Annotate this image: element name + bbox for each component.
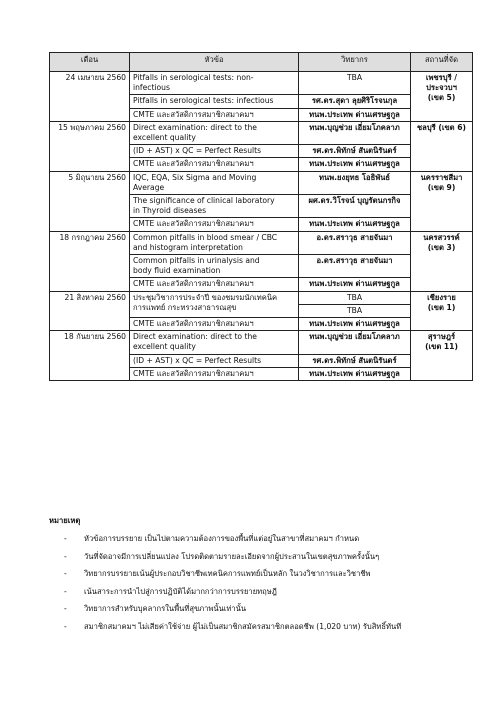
speaker-cell: ทนพ.ประเทพ ด่านเศรษฐกูล [299,318,411,331]
topic-cell: Direct examination: direct to the excellent quality [130,121,299,144]
topic-cell: Pitfalls in serological tests: infectious [130,95,299,108]
list-item: - เน้นสาระการนำไปสู่การปฏิบัติได้มากกว่าการบรรยายทฤษฎี [64,586,277,596]
bullet-dash: - [64,604,67,614]
speaker-cell: ทนพ.ยงยุทธ โอธิพันธ์ [299,171,411,194]
notes-section [49,516,479,640]
speaker-cell: ทนพ.ประเทพ ด่านเศรษฐกูล [299,367,411,380]
speaker-cell: อ.ดร.สราวุธ สายจันมา [299,231,411,254]
topic-cell: Common pitfalls in blood smear / CBC and histogram interpretation [130,231,299,254]
list-item: - หัวข้อการบรรยาย เป็นไปตามความต้องการของพื้นที่แต่อยู่ในสาขาที่สมาคมฯ กำหนด [64,534,360,543]
speaker-cell: ทนพ.ประเทพ ด่านเศรษฐกูล [299,218,411,231]
bullet-dash: - [64,621,67,631]
table-row [50,121,473,144]
topic-cell: (ID + AST) x QC = Perfect Results [130,354,299,367]
list-item: - วันที่จัดอาจมีการเปลี่ยนแปลง โปรดติดตามรายละเอียดจากผู้ประสานในเขตสุขภาพครั้งนั้นๆ [64,551,380,561]
speaker-cell: ผศ.ดร.วิโรจน์ บุญรัตนกรกิจ [299,195,411,218]
speaker-cell: TBA [299,291,411,304]
bullet-dash: - [64,586,67,596]
speaker-cell: ทนพ.ประเทพ ด่านเศรษฐกูล [299,108,411,121]
month-cell: 18 กันยายน 2560 [50,331,130,381]
list-item: - สมาชิกสมาคมฯ ไม่เสียค่าใช้จ่าย ผู้ไม่เป็นสมาชิกสมัครสมาชิกตลอดชีพ (1,020 บาท) รับสิทธิ์ทันที [64,621,402,631]
topic-cell: IQC, EQA, Six Sigma and Moving Average [130,171,299,194]
table-row [50,171,473,194]
month-cell: 18 กรกฎาคม 2560 [50,231,130,291]
header-month: เดือน [50,53,130,72]
topic-cell: Pitfalls in serological tests: non- infectious [130,72,299,95]
month-cell: 24 เมษายน 2560 [50,72,130,122]
topic-cell: (ID + AST) x QC = Perfect Results [130,145,299,158]
table-row [50,72,473,95]
topic-cell: CMTE และสวัสดิการสมาชิกสมาคมฯ [130,158,299,171]
topic-cell: The significance of clinical laboratory in Thyroid diseases [130,195,299,218]
topic-cell: CMTE และสวัสดิการสมาชิกสมาคมฯ [130,318,299,331]
speaker-cell: TBA [299,72,411,95]
topic-cell: Common pitfalls in urinalysis and body fluid examination [130,255,299,278]
speaker-cell: ทนพ.บุญช่วย เอี่ยมโภคลาภ [299,121,411,144]
topic-cell: CMTE และสวัสดิการสมาชิกสมาคมฯ [130,108,299,121]
table-header-row [50,53,473,72]
bullet-dash: - [64,534,67,543]
speaker-cell: ทนพ.ประเทพ ด่านเศรษฐกูล [299,158,411,171]
venue-cell: ชลบุรี (เขต 6) [411,121,473,171]
header-topic: หัวข้อ [130,53,299,72]
speaker-cell: ทนพ.บุญช่วย เอี่ยมโภคลาภ [299,331,411,354]
venue-cell: นครสวรรค์ (เขต 3) [411,231,473,291]
header-venue: สถานที่จัด [411,53,473,72]
venue-cell: นครราชสีมา (เขต 9) [411,171,473,231]
notes-list [49,534,479,632]
topic-cell: ประชุมวิชาการประจำปี ของชมรมนักเทคนิค การแพทย์ กระทรวงสาธารณสุข [130,291,299,317]
bullet-dash: - [64,551,67,561]
list-item: - วิทยาการสำหรับบุคลากรในพื้นที่สุขภาพนั้นเท่านั้น [64,604,247,614]
topic-cell: CMTE และสวัสดิการสมาชิกสมาคมฯ [130,278,299,291]
speaker-cell: รศ.ดร.พิทักษ์ สันตนิรันดร์ [299,145,411,158]
speaker-cell: TBA [299,304,411,317]
schedule-table [49,52,473,381]
table-row [50,291,473,304]
speaker-cell: รศ.ดร.พิทักษ์ สันตนิรันดร์ [299,354,411,367]
topic-cell: Direct examination: direct to the excellent quality [130,331,299,354]
month-cell: 21 สิงหาคม 2560 [50,291,130,331]
header-speaker: วิทยากร [299,53,411,72]
speaker-cell: อ.ดร.สราวุธ สายจันมา [299,255,411,278]
table-row [50,331,473,354]
topic-cell: CMTE และสวัสดิการสมาชิกสมาคมฯ [130,367,299,380]
month-cell: 5 มิถุนายน 2560 [50,171,130,231]
speaker-cell: รศ.ดร.สุดา ลุยศิริโรจนกุล [299,95,411,108]
bullet-dash: - [64,569,67,579]
venue-cell: เพชรบุรี / ประจวบฯ (เขต 5) [411,72,473,122]
speaker-cell: ทนพ.ประเทพ ด่านเศรษฐกูล [299,278,411,291]
venue-cell: เชียงราย (เขต 1) [411,291,473,331]
month-cell: 15 พฤษภาคม 2560 [50,121,130,171]
venue-cell: สุราษฎร์ (เขต 11) [411,331,473,381]
topic-cell: CMTE และสวัสดิการสมาชิกสมาคมฯ [130,218,299,231]
notes-title: หมายเหตุ [49,516,81,525]
table-row [50,231,473,254]
list-item: - วิทยากรบรรยายเน้นผู้ประกอบวิชาชีพเทคนิคการแพทย์เป็นหลัก ในวงวิชาการและวิชาชีพ [64,569,371,579]
